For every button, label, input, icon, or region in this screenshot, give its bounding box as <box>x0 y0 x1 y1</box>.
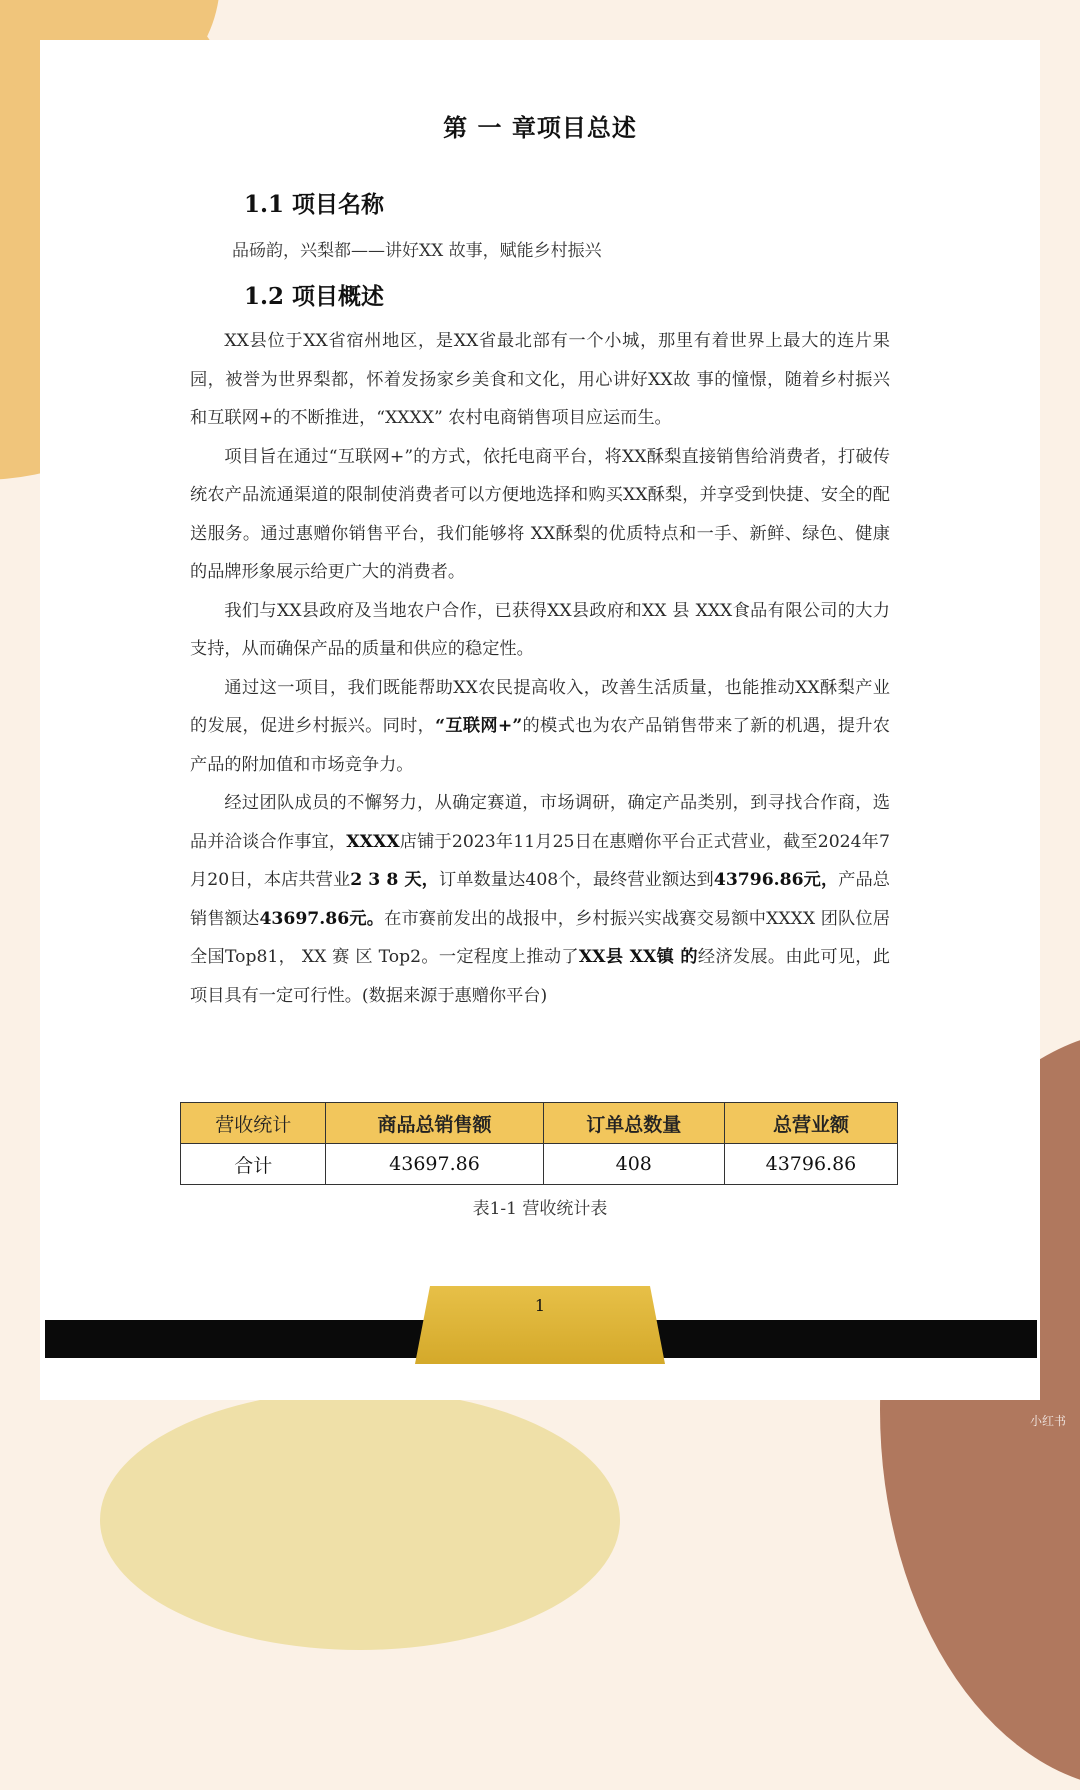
text-run: 订单数量达408个，最终营业额达到 <box>438 870 714 890</box>
watermark: 小红书 <box>1030 1414 1067 1428</box>
text-run: 产品总销售额达 <box>190 870 890 929</box>
text-run: 经过团队成员的不懈努力，从确定赛道，市场调研，确定产品类别，到寻找合作商，选品并洽谈合作事宜， <box>190 793 890 852</box>
table-cell: 43697.86 <box>326 1144 543 1185</box>
table-caption: 表1-1 营收统计表 <box>472 1199 608 1219</box>
bold-run: 43697.86元。 <box>259 908 385 929</box>
chapter-title: 第 一 章项目总述 <box>443 114 637 142</box>
paragraph <box>190 669 890 785</box>
text-run: 在市赛前发出的战报中，乡村振兴实战赛交易额中XXXX 团队位居全国Top81， XX 赛 区 Top2。一定程度上推动了 <box>190 908 890 967</box>
table-header-row <box>181 1103 898 1144</box>
section-number: 1.1 <box>244 191 285 218</box>
document-page <box>40 40 1040 1400</box>
paragraph: 我们与XX县政府及当地农户合作，已获得XX县政府和XX 县 XXX食品有限公司的大力支持，从而确保产品的质量和供应的稳定性。 <box>190 600 890 659</box>
table-header-cell: 订单总数量 <box>543 1103 724 1144</box>
bold-run: 2 3 8 天， <box>350 870 439 890</box>
section-heading-1 <box>244 186 384 219</box>
table-header-cell: 营收统计 <box>181 1103 326 1144</box>
text-run: 店铺于2023年11月25日在惠赠你平台正式营业，截至2024年7月20日，本店共营业 <box>190 831 890 890</box>
project-name: 品砀韵，兴梨都——讲好XX 故事，赋能乡村振兴 <box>232 241 602 261</box>
table-cell: 合计 <box>181 1144 326 1185</box>
bold-run: 43796.86元， <box>713 870 839 890</box>
overview-body <box>190 322 890 1015</box>
table-header-cell: 商品总销售额 <box>326 1103 543 1144</box>
table-cell: 43796.86 <box>724 1144 897 1185</box>
table-header-cell: 总营业额 <box>724 1103 897 1144</box>
section-title: 项目名称 <box>292 192 385 218</box>
bold-run: “互联网+” <box>435 716 523 736</box>
text-run: 经济发展。由此可见，此项目具有一定可行性。(数据来源于惠赠你平台) <box>190 947 890 1006</box>
revenue-stats-table <box>180 1102 898 1185</box>
paragraph <box>190 784 890 1015</box>
text-run: 的模式也为农产品销售带来了新的机遇，提升农产品的附加值和市场竞争力。 <box>190 716 890 775</box>
page-number: 1 <box>534 1296 546 1315</box>
paragraph: 项目旨在通过“互联网+”的方式，依托电商平台，将XX酥梨直接销售给消费者，打破传统农产品流通渠道的限制使消费者可以方便地选择和购买XX酥梨，并享受到快捷、安全的配送服务。通过惠赠你销售平台，我们能够将 XX酥梨的优质特点和一手、新鲜、绿色、健康的品牌形象展示给更广大的消费者。 <box>190 446 890 582</box>
bold-run: XX县 XX镇 的 <box>578 947 698 967</box>
bold-run: XXXX <box>346 831 400 852</box>
section-number: 1.2 <box>244 283 285 310</box>
section-heading-2 <box>244 278 384 311</box>
table-cell: 408 <box>543 1144 724 1185</box>
text-run: 通过这一项目，我们既能帮助XX农民提高收入，改善生活质量，也能推动XX酥梨产业的发展，促进乡村振兴。同时， <box>190 677 890 736</box>
table-row <box>181 1144 898 1185</box>
decor-blob-bottom-left <box>100 1390 620 1650</box>
section-title: 项目概述 <box>292 284 385 310</box>
paragraph: XX县位于XX省宿州地区，是XX省最北部有一个小城，那里有着世界上最大的连片果园，被誉为世界梨都，怀着发扬家乡美食和文化，用心讲好XX故 事的憧憬，随着乡村振兴和互联网+的不断推进，“XXXX” 农村电商销售项目应运而生。 <box>190 331 890 428</box>
